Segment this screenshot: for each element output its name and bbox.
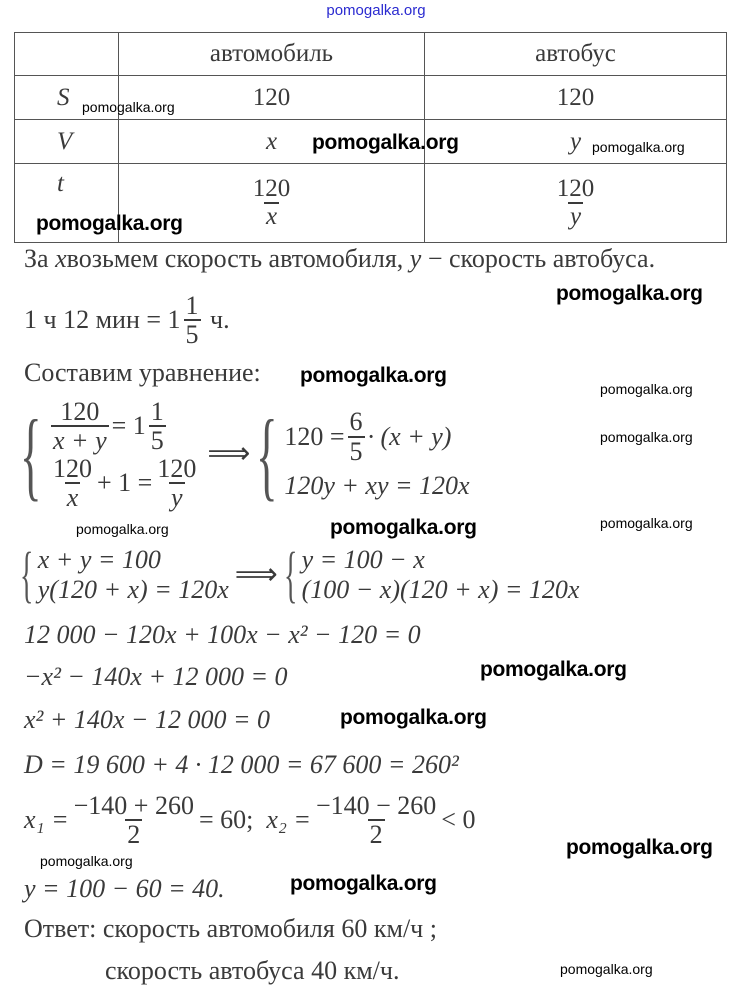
equation-2: −x² − 140x + 12 000 = 0 bbox=[24, 662, 288, 691]
watermark-top[interactable]: pomogalka.org bbox=[326, 2, 426, 19]
text: Составим уравнение: bbox=[24, 358, 261, 387]
system-line bbox=[48, 455, 201, 512]
denominator: x + y bbox=[53, 426, 107, 456]
fraction bbox=[251, 176, 293, 231]
brace-icon: { bbox=[20, 398, 42, 510]
numerator: 120 bbox=[60, 397, 100, 426]
fraction bbox=[149, 398, 166, 455]
system-line bbox=[48, 398, 201, 455]
system-line: x + y = 100 bbox=[37, 545, 161, 575]
intro-line bbox=[24, 244, 655, 274]
text: < 0 bbox=[441, 805, 476, 835]
equation-1: 12 000 − 120x + 100x − x² − 120 = 0 bbox=[24, 620, 421, 649]
denominator: x bbox=[66, 482, 79, 512]
system-lines bbox=[302, 545, 580, 605]
text: = 1 bbox=[111, 411, 146, 441]
text: 1 ч 12 мин = 1 bbox=[24, 305, 181, 335]
y-result: y = 100 − 60 = 40. bbox=[24, 874, 225, 903]
system-2 bbox=[20, 541, 580, 609]
text: − скорость автобуса. bbox=[427, 244, 656, 273]
row-label: V bbox=[15, 120, 119, 164]
text: x₁ = bbox=[24, 805, 69, 835]
roots-line bbox=[24, 792, 475, 849]
text: ч. bbox=[210, 305, 230, 335]
denominator: 2 bbox=[369, 820, 383, 850]
fraction bbox=[72, 792, 196, 849]
header-bus: автобус bbox=[425, 33, 727, 76]
fraction bbox=[51, 398, 109, 455]
brace-icon: { bbox=[256, 398, 278, 510]
denominator: y bbox=[569, 203, 582, 230]
watermark: pomogalka.org bbox=[566, 836, 713, 859]
row-label: t bbox=[15, 164, 119, 243]
watermark: pomogalka.org bbox=[592, 139, 685, 155]
numerator: −140 + 260 bbox=[73, 791, 194, 820]
cell: x bbox=[119, 120, 425, 164]
denominator: x bbox=[265, 203, 278, 230]
numerator: 1 bbox=[185, 291, 199, 320]
header-empty bbox=[15, 33, 119, 76]
denominator: y bbox=[171, 482, 183, 512]
table-header-row bbox=[15, 33, 727, 76]
fraction bbox=[314, 792, 438, 849]
denominator: 2 bbox=[127, 820, 141, 850]
denominator: 5 bbox=[349, 436, 363, 466]
numerator: 120 bbox=[157, 453, 197, 483]
header-car: автомобиль bbox=[119, 33, 425, 76]
text: возьмем скорость автомобиля, bbox=[66, 244, 404, 273]
watermark: pomogalka.org bbox=[300, 364, 447, 387]
row-label: S bbox=[15, 76, 119, 120]
numerator: 120 bbox=[556, 174, 595, 202]
fraction bbox=[348, 408, 365, 465]
watermark: pomogalka.org bbox=[76, 521, 169, 537]
cell: 120 bbox=[119, 76, 425, 120]
watermark: pomogalka.org bbox=[560, 961, 653, 977]
fraction bbox=[51, 455, 94, 512]
fraction bbox=[155, 455, 198, 512]
equation-3: x² + 140x − 12 000 = 0 bbox=[24, 705, 271, 734]
var: x bbox=[55, 244, 67, 273]
answer-line-2: скорость автобуса 40 км/ч. bbox=[105, 956, 400, 985]
implies-icon: ⟹ bbox=[207, 437, 251, 471]
system-line bbox=[284, 408, 469, 465]
cell: 120 bbox=[425, 76, 727, 120]
numerator: 120 bbox=[252, 174, 291, 202]
watermark: pomogalka.org bbox=[290, 872, 437, 895]
system-line: 120y + xy = 120x bbox=[284, 470, 470, 500]
numerator: −140 − 260 bbox=[315, 791, 437, 820]
denominator: 5 bbox=[185, 320, 199, 350]
watermark: pomogalka.org bbox=[82, 99, 175, 115]
system-lines bbox=[284, 408, 469, 500]
numerator: 6 bbox=[349, 407, 363, 437]
cell: y bbox=[425, 120, 727, 164]
cell bbox=[425, 164, 727, 243]
watermark: pomogalka.org bbox=[600, 429, 693, 445]
denominator: 5 bbox=[150, 426, 164, 456]
discriminant: D = 19 600 + 4 · 12 000 = 67 600 = 260² bbox=[24, 750, 459, 779]
time-line bbox=[24, 292, 230, 349]
system-line: (100 − x)(120 + x) = 120x bbox=[301, 575, 580, 604]
watermark: pomogalka.org bbox=[40, 853, 133, 869]
text: За bbox=[24, 244, 49, 273]
system-1 bbox=[20, 398, 470, 511]
implies-icon: ⟹ bbox=[234, 557, 278, 591]
text: x₂ = bbox=[266, 805, 311, 835]
system-lines bbox=[38, 545, 229, 605]
system-lines bbox=[48, 398, 201, 511]
watermark: pomogalka.org bbox=[480, 658, 627, 681]
fraction bbox=[184, 292, 201, 349]
numerator: 1 bbox=[150, 397, 164, 426]
watermark: pomogalka.org bbox=[556, 282, 703, 305]
text: = 60; bbox=[198, 805, 254, 835]
brace-icon: { bbox=[283, 541, 298, 609]
text: · (x + y) bbox=[367, 421, 452, 451]
compose-heading bbox=[24, 358, 261, 388]
var: y bbox=[409, 244, 422, 273]
text: 120 = bbox=[284, 421, 345, 451]
watermark: pomogalka.org bbox=[600, 515, 693, 531]
watermark: pomogalka.org bbox=[600, 381, 693, 397]
fraction bbox=[555, 176, 597, 231]
answer-line-1: Ответ: скорость автомобиля 60 км/ч ; bbox=[24, 914, 437, 943]
watermark: pomogalka.org bbox=[340, 706, 487, 729]
text: + 1 = bbox=[97, 467, 153, 497]
numerator: 120 bbox=[53, 453, 92, 483]
watermark: pomogalka.org bbox=[36, 212, 183, 235]
watermark: pomogalka.org bbox=[330, 516, 477, 539]
system-line: y(120 + x) = 120x bbox=[37, 575, 229, 604]
brace-icon: { bbox=[20, 541, 34, 609]
system-line: y = 100 − x bbox=[301, 545, 425, 575]
watermark: pomogalka.org bbox=[312, 131, 459, 154]
